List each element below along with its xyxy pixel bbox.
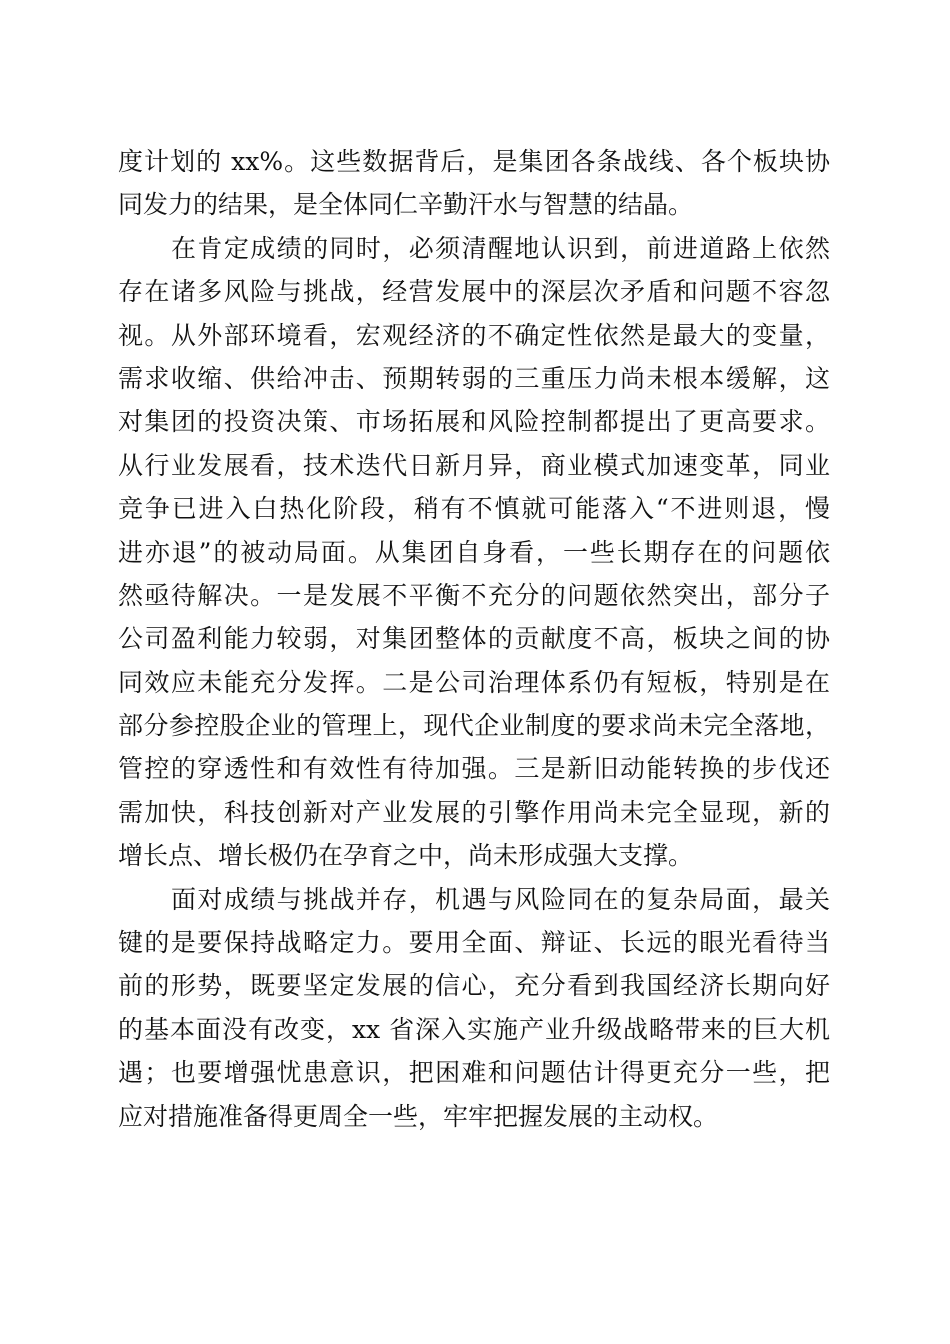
text-line: 同发力的结果，是全体同仁辛勤汗水与智慧的结晶。 [118,190,694,220]
text-line: 竞争已进入白热化阶段，稍有不慎就可能落入“不进则退，慢 [118,494,830,524]
text-line: 应对措施准备得更周全一些，牢牢把握发展的主动权。 [118,1101,719,1131]
text-line: 部分参控股企业的管理上，现代企业制度的要求尚未完全落地， [118,711,830,741]
text-line: 键的是要保持战略定力。要用全面、辩证、长远的眼光看待当 [118,928,830,958]
text-line: 同效应未能充分发挥。二是公司治理体系仍有短板，特别是在 [118,667,830,697]
text-line: 从行业发展看，技术迭代日新月异，商业模式加速变革，同业 [118,450,830,480]
text-line: 存在诸多风险与挑战，经营发展中的深层次矛盾和问题不容忽 [118,277,830,307]
text-line: 前的形势，既要坚定发展的信心，充分看到我国经济长期向好 [118,971,830,1001]
text-line: 进亦退”的被动局面。从集团自身看，一些长期存在的问题依 [118,537,830,567]
text-line: 需加快，科技创新对产业发展的引擎作用尚未完全显现，新的 [118,797,830,827]
paragraph-1 [118,140,830,227]
text-line: 管控的穿透性和有效性有待加强。三是新旧动能转换的步伐还 [118,754,830,784]
text-line: 在肯定成绩的同时，必须清醒地认识到，前进道路上依然 [171,233,830,263]
paragraph-3 [118,878,830,1138]
text-line: 然亟待解决。一是发展不平衡不充分的问题依然突出，部分子 [118,580,830,610]
text-line: 增长点、增长极仍在孕育之中，尚未形成强大支撑。 [118,841,694,871]
text-line: 度计划的 xx%。这些数据背后，是集团各条战线、各个板块协 [118,147,830,176]
text-line: 公司盈利能力较弱，对集团整体的贡献度不高，板块之间的协 [118,624,830,654]
text-line: 视。从外部环境看，宏观经济的不确定性依然是最大的变量， [118,320,830,350]
text-line: 的基本面没有改变，xx 省深入实施产业升级战略带来的巨大机 [118,1014,830,1044]
text-line: 面对成绩与挑战并存，机遇与风险同在的复杂局面，最关 [171,884,830,914]
text-line: 遇；也要增强忧患意识，把困难和问题估计得更充分一些，把 [118,1058,830,1088]
text-line: 需求收缩、供给冲击、预期转弱的三重压力尚未根本缓解，这 [118,363,830,393]
paragraph-2 [118,227,830,878]
text-line: 对集团的投资决策、市场拓展和风险控制都提出了更高要求。 [118,407,830,437]
document-body [118,140,830,1138]
